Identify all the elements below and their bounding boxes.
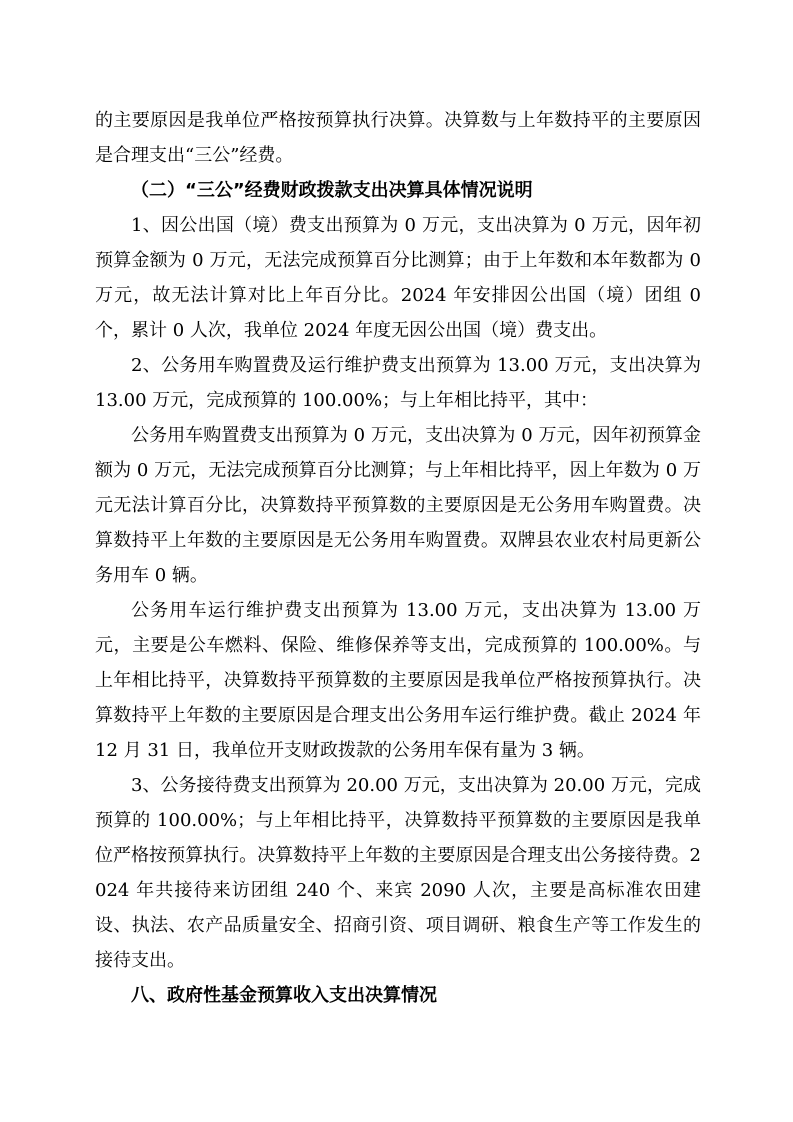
paragraph-official-reception: 3、公务接待费支出预算为 20.00 万元，支出决算为 20.00 万元，完成预算的 100.00%；与上年相比持平，决算数持平预算数的主要原因是我单位严格按预算执行。决算数持平上年数的主要原因是合理支出公务接待费。2024 年共接待来访团组 240 个、来宾 2090 人次，主要是高标准农田建设、执法、农产品质量安全、招商引资、项目调研、粮食生产等工作发生的接待支出。 xyxy=(95,775,701,971)
section-heading-sangong-expense: （二）“三公”经费财政拨款支出决算具体情况说明 xyxy=(131,180,533,201)
paragraph-vehicle-maintenance: 公务用车运行维护费支出预算为 13.00 万元，支出决算为 13.00 万元，主要是公车燃料、保险、维修保养等支出，完成预算的 100.00%。与上年相比持平，决算数持平预算数的主要原因是我单位严格按预算执行。决算数持平上年数的主要原因是合理支出公务用车运行维护费。截止 2024 年 12 月 31 日，我单位开支财政拨款的公务用车保有量为 3 辆。 xyxy=(95,600,701,761)
paragraph-overseas-travel: 1、因公出国（境）费支出预算为 0 万元，支出决算为 0 万元，因年初预算金额为 0 万元，无法完成预算百分比测算；由于上年数和本年数都为 0 万元，故无法计算对比上年百分比。2024 年安排因公出国（境）团组 0 个，累计 0 人次，我单位 2024 年度无因公出国（境）费支出。 xyxy=(95,215,701,341)
paragraph-vehicle-total: 2、公务用车购置费及运行维护费支出预算为 13.00 万元，支出决算为 13.00 万元，完成预算的 100.00%；与上年相比持平，其中： xyxy=(95,355,701,411)
section-heading-government-fund: 八、政府性基金预算收入支出决算情况 xyxy=(131,985,437,1006)
paragraph-vehicle-purchase: 公务用车购置费支出预算为 0 万元，支出决算为 0 万元，因年初预算金额为 0 万元，无法完成预算百分比测算；与上年相比持平，因上年数为 0 万元无法计算百分比，决算数持平预算数的主要原因是无公务用车购置费。决算数持平上年数的主要原因是无公务用车购置费。双牌县农业农村局更新公务用车 0 辆。 xyxy=(95,425,701,586)
paragraph-continuation: 的主要原因是我单位严格按预算执行决算。决算数与上年数持平的主要原因是合理支出“三公”经费。 xyxy=(95,110,701,166)
